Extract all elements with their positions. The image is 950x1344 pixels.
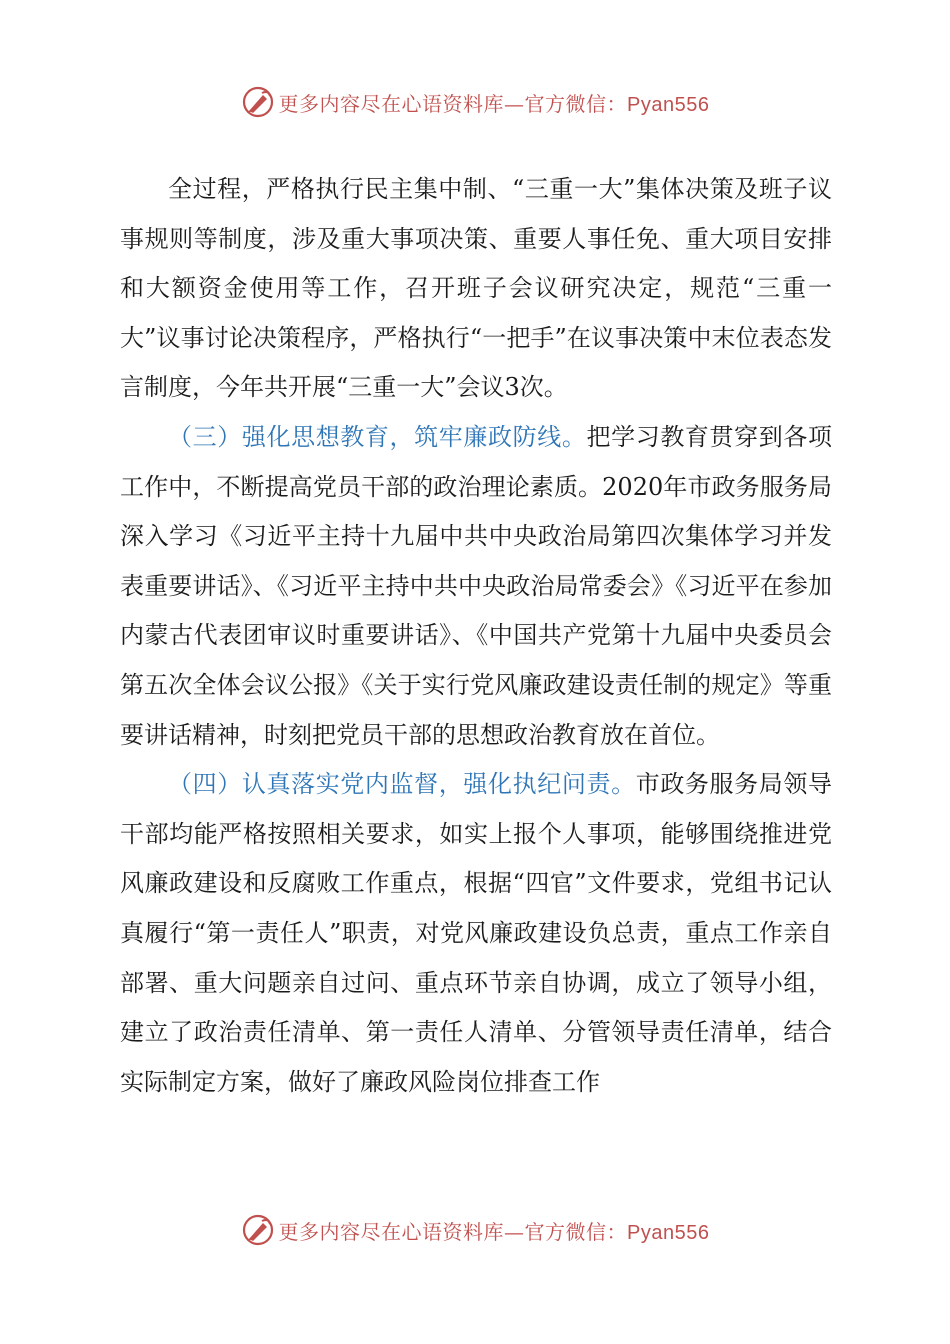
footer-banner-text: 更多内容尽在心语资料库—官方微信： [278,1219,628,1244]
banner-text: 更多内容尽在心语资料库—官方微信： [278,91,628,116]
pen-nib-icon [241,85,275,119]
section-heading-4: （四）认真落实党内监督，强化执纪问责。 [168,770,636,799]
paragraph-2 [120,413,832,760]
paragraph-1: 全过程，严格执行民主集中制、“三重一大”集体决策及班子议事规则等制度，涉及重大事项决策、重要人事任免、重大项目安排和大额资金使用等工作，召开班子会议研究决定，规范“三重一大”议事讨论决策程序，严格执行“一把手”在议事决策中末位表态发言制度，今年共开展“三重一大”会议3次。 [120,175,832,402]
document-body [120,165,832,1107]
section-heading-3: （三）强化思想教育，筑牢廉政防线。 [168,422,587,451]
pen-nib-icon [241,1213,275,1247]
paragraph-3-text: 市政务服务局领导干部均能严格按照相关要求，如实上报个人事项，能够围绕推进党风廉政建设和反腐败工作重点，根据“四官”文件要求，党组书记认真履行“第一责任人”职责，对党风廉政建设负总责，重点工作亲自部署、重大问题亲自过问、重点环节亲自协调，成立了领导小组，建立了政治责任清单、第一责任人清单、分管领导责任清单，结合实际制定方案，做好了廉政风险岗位排查工作 [120,770,833,1096]
footer-banner [0,1210,950,1250]
footer-wechat-id: Pyan556 [627,1221,710,1244]
paragraph-2-text: 把学习教育贯穿到各项工作中，不断提高党员干部的政治理论素质。2020年市政务服务局深入学习《习近平主持十九届中共中央政治局第四次集体学习并发表重要讲话》、《习近平主持中共中央政治局常委会》《习近平在参加内蒙古代表团审议时重要讲话》、《中国共产党第十九届中央委员会第五次全体会议公报》《关于实行党风廉政建设责任制的规定》等重要讲话精神，时刻把党员干部的思想政治教育放在首位。 [120,422,833,749]
banner-wechat-id: Pyan556 [627,93,710,116]
header-banner [0,82,950,122]
paragraph-3 [120,760,832,1107]
